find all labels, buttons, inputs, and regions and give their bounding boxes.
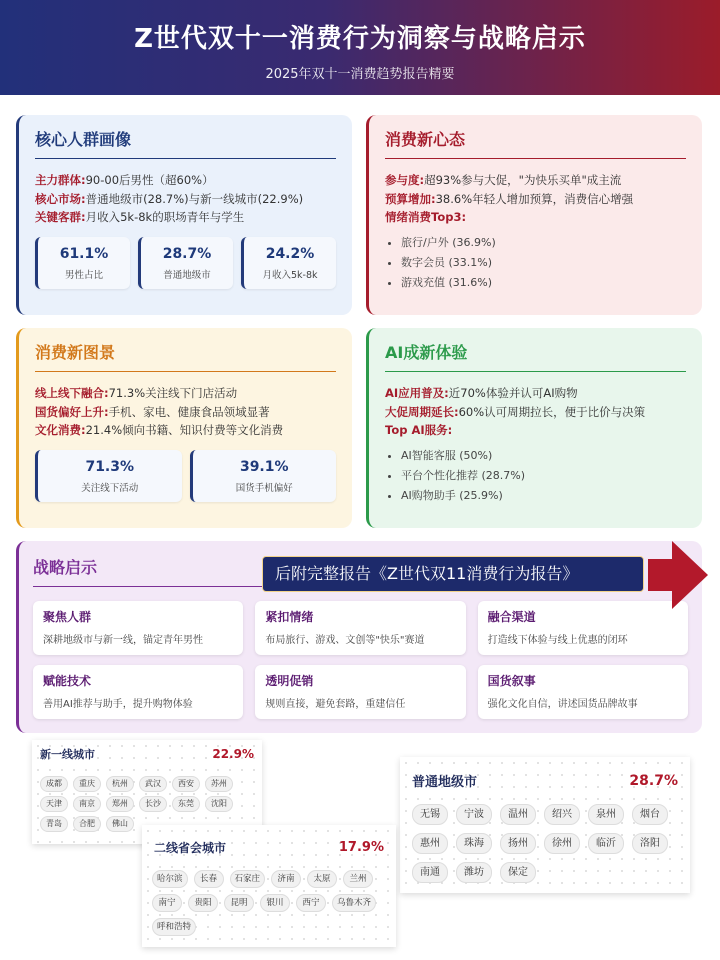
- panel-title: AI成新体验: [385, 340, 686, 372]
- city-chip: 贵阳: [188, 894, 218, 912]
- core-line: 关键客群:月收入5k-8k的职场青年与学生: [35, 210, 245, 224]
- city-chip: 扬州: [500, 833, 536, 854]
- city-chip: 保定: [500, 862, 536, 883]
- core-line: 主力群体:90-00后男性（超60%）: [35, 173, 214, 187]
- ai-line: AI应用普及:近70%体验并认可AI购物: [385, 386, 578, 400]
- city-chip: 银川: [260, 894, 290, 912]
- strategy-card: 紧扣情绪 布局旅行、游戏、文创等"快乐"赛道: [255, 601, 465, 655]
- city-chip: 宁波: [456, 804, 492, 825]
- city-chip: 南京: [73, 796, 101, 812]
- city-chip: 临沂: [588, 833, 624, 854]
- city-chip: 潍坊: [456, 862, 492, 883]
- stat-card: 24.2% 月收入5k-8k: [241, 237, 336, 289]
- city-chip: 苏州: [205, 776, 233, 792]
- ai-panel: [366, 328, 702, 528]
- report-title: Z世代双十一消费行为洞察与战略启示: [134, 24, 586, 54]
- city-chip-list: [40, 776, 254, 832]
- city-chip: 西安: [172, 776, 200, 792]
- city-chip-list: [408, 804, 682, 883]
- city-card-prefecture: [400, 757, 690, 893]
- ai-top-label: Top AI服务:: [385, 423, 453, 437]
- city-chip-list: [150, 870, 388, 936]
- city-chip: 合肥: [73, 816, 101, 832]
- city-card-pct: 28.7%: [629, 772, 678, 789]
- list-item: • AI智能客服 (50%): [401, 446, 686, 466]
- panel-title: 消费新心态: [385, 127, 686, 159]
- city-chip: 石家庄: [230, 870, 266, 888]
- list-item: • 旅行/户外 (36.9%): [401, 233, 686, 253]
- city-chip: 绍兴: [544, 804, 580, 825]
- city-chip: 成都: [40, 776, 68, 792]
- mindset-line: 参与度:超93%参与大促，"为快乐买单"成主流: [385, 173, 622, 187]
- city-chip: 昆明: [224, 894, 254, 912]
- city-chip: 洛阳: [632, 833, 668, 854]
- stat-card: 28.7% 普通地级市: [138, 237, 233, 289]
- city-chip: 温州: [500, 804, 536, 825]
- city-chip: 杭州: [106, 776, 134, 792]
- arrow-right-icon: [648, 541, 708, 609]
- city-chip: 哈尔滨: [152, 870, 188, 888]
- city-chip: 武汉: [139, 776, 167, 792]
- city-chip: 徐州: [544, 833, 580, 854]
- city-chip: 郑州: [106, 796, 134, 812]
- city-chip: 兰州: [343, 870, 373, 888]
- strategy-card: 融合渠道 打造线下体验与线上优惠的闭环: [478, 601, 688, 655]
- mindset-panel: [366, 115, 702, 315]
- city-card-pct: 17.9%: [338, 840, 384, 855]
- city-chip: 乌鲁木齐: [332, 894, 376, 912]
- list-item: • 游戏充值 (31.6%): [401, 273, 686, 293]
- city-card-tier2: [142, 825, 396, 947]
- mindset-line: 预算增加:38.6%年轻人增加预算，消费信心增强: [385, 191, 634, 206]
- pattern-panel: [16, 328, 352, 528]
- city-chip: 东莞: [172, 796, 200, 812]
- pattern-line: 线上线下融合:71.3%关注线下门店活动: [35, 386, 238, 400]
- stat-card: 61.1% 男性占比: [35, 237, 130, 289]
- list-item: • 平台个性化推荐 (28.7%): [401, 466, 686, 486]
- city-chip: 长沙: [139, 796, 167, 812]
- city-chip: 呼和浩特: [152, 918, 196, 936]
- city-card-name: 新一线城市: [40, 748, 95, 761]
- strategy-card: 聚焦人群 深耕地级市与新一线，锚定青年男性: [33, 601, 243, 655]
- city-card-name: 普通地级市: [412, 775, 478, 790]
- city-chip: 重庆: [73, 776, 101, 792]
- list-item: • 数字会员 (33.1%): [401, 253, 686, 273]
- city-chip: 无锡: [412, 804, 448, 825]
- panel-title: 消费新图景: [35, 340, 336, 372]
- pattern-line: 国货偏好上升:手机、家电、健康食品领域显著: [35, 404, 270, 419]
- report-header: [0, 0, 720, 95]
- city-chip: 南宁: [152, 894, 182, 912]
- pattern-line: 文化消费:21.4%倾向书籍、知识付费等文化消费: [35, 423, 284, 437]
- city-chip: 太原: [307, 870, 337, 888]
- city-chip: 长春: [194, 870, 224, 888]
- city-chip: 南通: [412, 862, 448, 883]
- strategy-card: 国货叙事 强化文化自信，讲述国货品牌故事: [478, 665, 688, 719]
- strategy-card: 赋能技术 善用AI推荐与助手，提升购物体验: [33, 665, 243, 719]
- city-chip: 西宁: [296, 894, 326, 912]
- list-item: • AI购物助手 (25.9%): [401, 486, 686, 506]
- stat-card: 71.3% 关注线下活动: [35, 450, 182, 502]
- ai-line: 大促周期延长:60%认可周期拉长，便于比价与决策: [385, 404, 646, 419]
- city-chip: 烟台: [632, 804, 668, 825]
- strategy-card: 透明促销 规则直接，避免套路，重建信任: [255, 665, 465, 719]
- report-subtitle: 2025年双十一消费趋势报告精要: [265, 67, 455, 82]
- city-chip: 沈阳: [205, 796, 233, 812]
- city-card-name: 二线省会城市: [154, 841, 227, 855]
- mindset-top-label: 情绪消费Top3:: [385, 210, 467, 224]
- stat-card: 39.1% 国货手机偏好: [190, 450, 337, 502]
- city-chip: 泉州: [588, 804, 624, 825]
- core-line: 核心市场:普通地级市(28.7%)与新一线城市(22.9%): [35, 191, 304, 206]
- panel-title: 战略启示: [33, 555, 273, 587]
- core-audience-panel: [16, 115, 352, 315]
- city-chip: 天津: [40, 796, 68, 812]
- full-report-banner[interactable]: 后附完整报告《Z世代双11消费行为报告》: [262, 556, 644, 592]
- city-chip: 青岛: [40, 816, 68, 832]
- panel-title: 核心人群画像: [35, 127, 336, 159]
- city-chip: 济南: [271, 870, 301, 888]
- city-chip: 惠州: [412, 833, 448, 854]
- city-chip: 珠海: [456, 833, 492, 854]
- city-card-pct: 22.9%: [212, 747, 254, 761]
- city-chip: 佛山: [106, 816, 134, 832]
